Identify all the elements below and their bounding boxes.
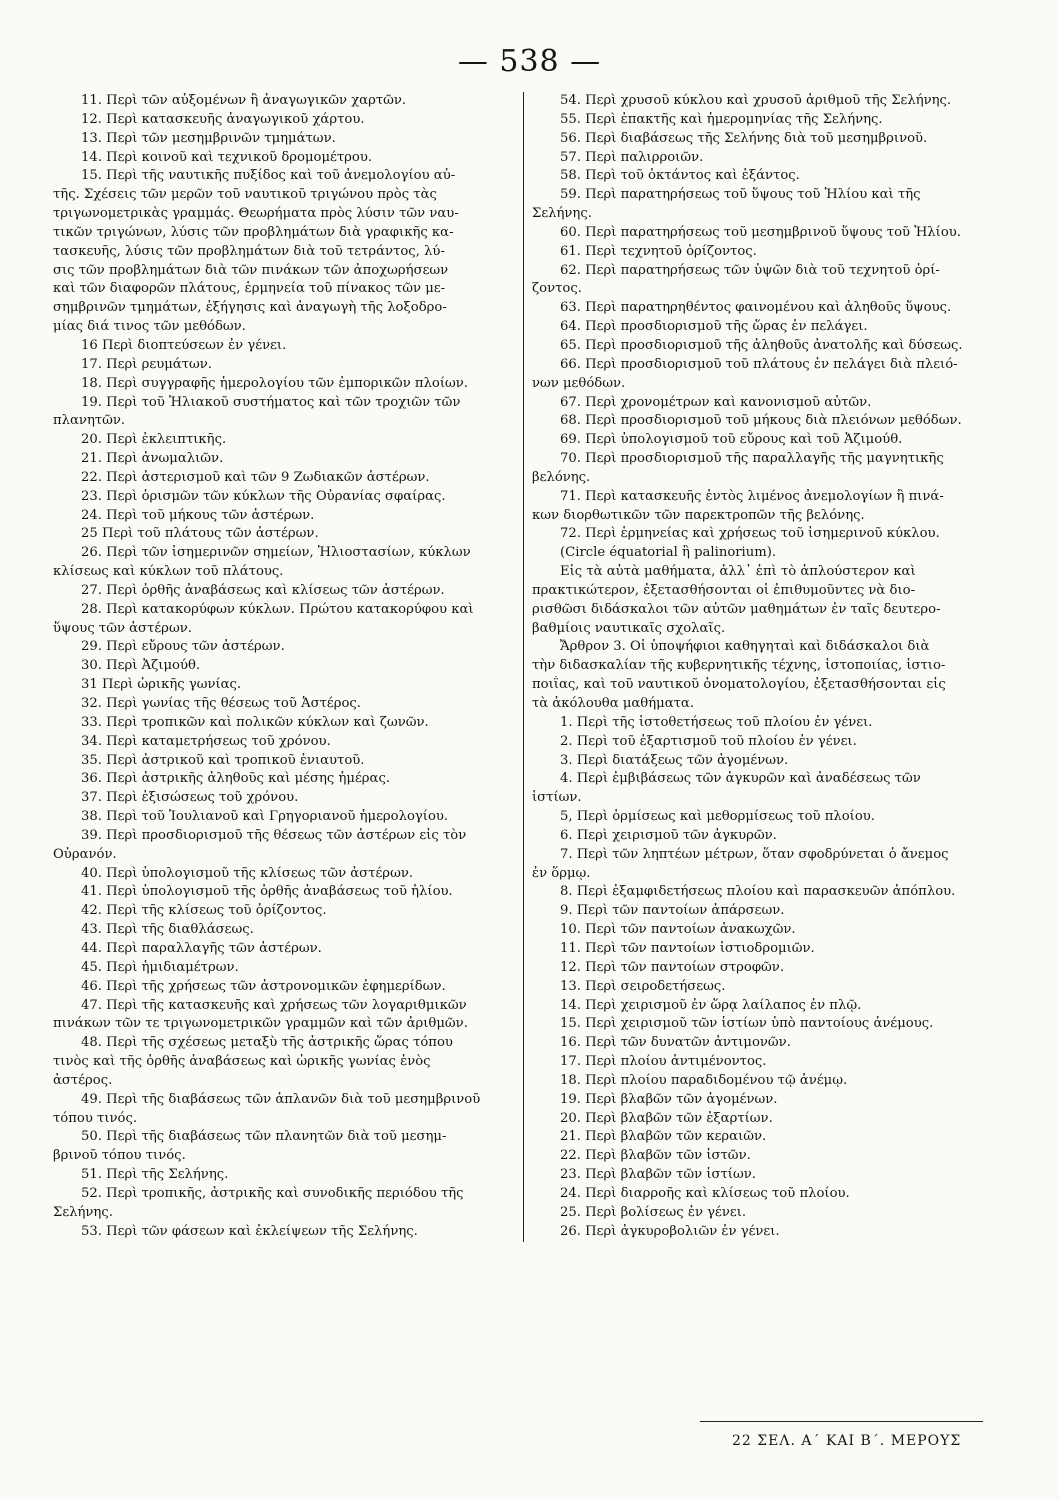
text-line: 13. Περὶ τῶν μεσημβρινῶν τμημάτων. — [81, 130, 336, 146]
text-line: 23. Περὶ βλαβῶν τῶν ἱστίων. — [560, 1167, 756, 1183]
text-line: πινάκων τῶν τε τριγωνομετρικῶν γραμμῶν καὶ τῶν ἀριθμῶν. — [53, 1016, 468, 1032]
text-line: 26. Περὶ τῶν ἰσημερινῶν σημείων, Ἡλιοστασίων, κύκλων — [81, 545, 471, 561]
column-divider — [523, 92, 524, 1242]
text-line: 12. Περὶ τῶν παντοίων στροφῶν. — [560, 959, 785, 975]
text-line: 38. Περὶ τοῦ Ἰουλιανοῦ καὶ Γρηγοριανοῦ ἡμερολογίου. — [81, 809, 449, 825]
text-line: 47. Περὶ τῆς κατασκευῆς καὶ χρήσεως τῶν λογαριθμικῶν — [81, 997, 467, 1013]
text-line: 11. Περὶ τῶν παντοίων ἱστιοδρομιῶν. — [560, 940, 815, 956]
text-line: 34. Περὶ καταμετρήσεως τοῦ χρόνου. — [81, 733, 331, 749]
text-line: 53. Περὶ τῶν φάσεων καὶ ἐκλείψεων τῆς Σελήνης. — [81, 1223, 418, 1239]
text-line: ζοντος. — [532, 281, 582, 297]
text-line: 35. Περὶ ἀστρικοῦ καὶ τροπικοῦ ἐνιαυτοῦ. — [81, 752, 365, 768]
text-line: 7. Περὶ τῶν ληπτέων μέτρων, ὅταν σφοδρύνεται ὁ ἄνεμος — [560, 846, 949, 862]
page-number: — 538 — — [457, 44, 602, 79]
text-line: 19. Περὶ τοῦ Ἡλιακοῦ συστήματος καὶ τῶν τροχιῶν τῶν — [81, 394, 461, 410]
text-line: 21. Περὶ βλαβῶν τῶν κεραιῶν. — [560, 1129, 767, 1145]
text-line: 6. Περὶ χειρισμοῦ τῶν ἀγκυρῶν. — [560, 827, 777, 843]
footer-rule — [700, 1421, 983, 1422]
text-line: 31 Περὶ ὡρικῆς γωνίας. — [81, 677, 242, 693]
text-line: 24. Περὶ τοῦ μήκους τῶν ἀστέρων. — [81, 507, 315, 523]
text-line: Σελήνης. — [53, 1204, 113, 1220]
text-line: 20. Περὶ βλαβῶν τῶν ἐξαρτίων. — [560, 1110, 773, 1126]
text-line: 21. Περὶ ἀνωμαλιῶν. — [81, 451, 224, 467]
text-line: 17. Περὶ πλοίου ἀντιμένοντος. — [560, 1054, 767, 1070]
text-line: 13. Περὶ σειροδετήσεως. — [560, 978, 726, 994]
text-line: 15. Περὶ τῆς ναυτικῆς πυξίδος καὶ τοῦ ἀνεμολογίου αὐ- — [81, 168, 456, 184]
text-line: 22. Περὶ ἀστερισμοῦ καὶ τῶν 9 Ζωδιακῶν ἀστέρων. — [81, 469, 430, 485]
text-line: 1. Περὶ τῆς ἱστοθετήσεως τοῦ πλοίου ἐν γένει. — [560, 714, 873, 730]
text-line: 65. Περὶ προσδιορισμοῦ τῆς ἀληθοῦς ἀνατολῆς καὶ δύσεως. — [560, 337, 963, 353]
text-line: τὴν διδασκαλίαν τῆς κυβερνητικῆς τέχνης, ἱστοποιίας, ἱστιο- — [532, 658, 946, 674]
footer-signature: 22 ΣΕΛ. Α΄ ΚΑΙ Β΄. ΜΕΡΟΥΣ — [732, 1433, 962, 1449]
text-line: 20. Περὶ ἐκλειπτικῆς. — [81, 432, 227, 448]
text-line: καὶ τῶν διαφορῶν πλάτους, ἑρμηνεία τοῦ πίνακος τῶν με- — [53, 281, 446, 297]
text-line: 64. Περὶ προσδιορισμοῦ τῆς ὥρας ἐν πελάγει. — [560, 319, 868, 335]
text-line: 8. Περὶ ἐξαμφιδετήσεως πλοίου καὶ παρασκευῶν ἀπόπλου. — [560, 884, 956, 900]
text-line: 40. Περὶ ὑπολογισμοῦ τῆς κλίσεως τῶν ἀστέρων. — [81, 865, 414, 881]
text-line: Οὐρανόν. — [53, 846, 117, 862]
text-line: 19. Περὶ βλαβῶν τῶν ἀγομένων. — [560, 1091, 778, 1107]
text-line: 46. Περὶ τῆς χρήσεως τῶν ἀστρονομικῶν ἐφημερίδων. — [81, 978, 446, 994]
text-line: Σελήνης. — [532, 206, 592, 222]
text-line: (Circle équatorial ἢ palinorium). — [560, 545, 777, 561]
text-line: τινὸς καὶ τῆς ὀρθῆς ἀναβάσεως καὶ ὡρικῆς γωνίας ἑνὸς — [53, 1054, 431, 1070]
text-line: 55. Περὶ ἐπακτῆς καὶ ἡμερομηνίας τῆς Σελήνης. — [560, 111, 883, 127]
text-line: 11. Περὶ τῶν αὐξομένων ἢ ἀναγωγικῶν χαρτῶν. — [81, 93, 407, 108]
text-line: σις τῶν προβλημάτων διὰ τῶν πινάκων τῶν ἀποχωρήσεων — [53, 262, 449, 278]
text-line: 12. Περὶ κατασκευῆς ἀναγωγικοῦ χάρτου. — [81, 111, 365, 127]
text-line: 3. Περὶ διατάξεως τῶν ἀγομένων. — [560, 752, 789, 768]
text-line: τῆς. Σχέσεις τῶν μερῶν τοῦ ναυτικοῦ τριγώνου πρὸς τὰς — [53, 187, 437, 203]
text-line: 2. Περὶ τοῦ ἐξαρτισμοῦ τοῦ πλοίου ἐν γένει. — [560, 733, 857, 749]
text-line: 9. Περὶ τῶν παντοίων ἀπάρσεων. — [560, 903, 785, 919]
text-line: 50. Περὶ τῆς διαβάσεως τῶν πλανητῶν διὰ τοῦ μεσημ- — [81, 1129, 447, 1145]
right-column — [532, 92, 1000, 1241]
text-line: τικῶν τριγώνων, λύσις τῶν προβλημάτων διὰ γραφικῆς κα- — [53, 224, 454, 240]
text-line: 60. Περὶ παρατηρήσεως τοῦ μεσημβρινοῦ ὕψους τοῦ Ἡλίου. — [560, 224, 961, 240]
text-line: 15. Περὶ χειρισμοῦ τῶν ἱστίων ὑπὸ παντοίους ἀνέμους. — [560, 1016, 934, 1032]
text-line: 56. Περὶ διαβάσεως τῆς Σελήνης διὰ τοῦ μεσημβρινοῦ. — [560, 130, 928, 146]
text-line: ὕψους τῶν ἀστέρων. — [53, 620, 192, 636]
text-line: 4. Περὶ ἐμβιβάσεως τῶν ἀγκυρῶν καὶ ἀναδέσεως τῶν — [560, 771, 921, 787]
text-line: 71. Περὶ κατασκευῆς ἐντὸς λιμένος ἀνεμολογίων ἢ πινά- — [560, 488, 944, 504]
text-line: 18. Περὶ συγγραφῆς ἡμερολογίου τῶν ἐμπορικῶν πλοίων. — [81, 375, 468, 391]
text-line: βαθμίοις ναυτικαῖς σχολαῖς. — [532, 620, 726, 636]
text-line: ἀστέρος. — [53, 1072, 113, 1088]
text-line: 58. Περὶ τοῦ ὀκτάντος καὶ ἑξάντος. — [560, 168, 800, 184]
text-line: 57. Περὶ παλιρροιῶν. — [560, 149, 704, 165]
text-line: 26. Περὶ ἀγκυροβολιῶν ἐν γένει. — [560, 1223, 780, 1239]
text-line: 29. Περὶ εὔρους τῶν ἀστέρων. — [81, 639, 285, 655]
text-line: 51. Περὶ τῆς Σελήνης. — [81, 1167, 229, 1183]
text-line: σημβρινῶν τμημάτων, ἐξήγησις καὶ ἀναγωγὴ τῆς λοξοδρο- — [53, 300, 447, 316]
text-line: 16. Περὶ τῶν δυνατῶν ἀντιμονῶν. — [560, 1035, 791, 1051]
text-line: 45. Περὶ ἡμιδιαμέτρων. — [81, 959, 239, 975]
text-line: 59. Περὶ παρατηρήσεως τοῦ ὕψους τοῦ Ἡλίου καὶ τῆς — [560, 187, 921, 203]
text-line: κων διορθωτικῶν τῶν παρεκτροπῶν τῆς βελόνης. — [532, 507, 865, 523]
text-line: 42. Περὶ τῆς κλίσεως τοῦ ὁρίζοντος. — [81, 903, 327, 919]
text-line: 23. Περὶ ὁρισμῶν τῶν κύκλων τῆς Οὐρανίας σφαίρας. — [81, 488, 446, 504]
text-line: ρισθῶσι διδάσκαλοι τῶν αὐτῶν μαθημάτων ἐν ταῖς δευτερο- — [532, 601, 941, 617]
text-line: Ἄρθρον 3. Οἱ ὑποψήφιοι καθηγηταὶ καὶ διδάσκαλοι διὰ — [560, 639, 930, 655]
text-line: 5, Περὶ ὁρμίσεως καὶ μεθορμίσεως τοῦ πλοίου. — [560, 809, 875, 825]
text-line: 68. Περὶ προσδιορισμοῦ τοῦ μήκους διὰ πλειόνων μεθόδων. — [560, 413, 962, 429]
text-line: 32. Περὶ γωνίας τῆς θέσεως τοῦ Ἀστέρος. — [81, 696, 361, 711]
text-line: 72. Περὶ ἑρμηνείας καὶ χρήσεως τοῦ ἰσημερινοῦ κύκλου. — [560, 526, 940, 542]
text-line: τὰ ἀκόλουθα μαθήματα. — [532, 696, 695, 711]
text-line: 33. Περὶ τροπικῶν καὶ πολικῶν κύκλων καὶ ζωνῶν. — [81, 714, 429, 730]
text-line: μίας διά τινος τῶν μεθόδων. — [53, 319, 246, 335]
text-line: 63. Περὶ παρατηρηθέντος φαινομένου καὶ ἀληθοῦς ὕψους. — [560, 300, 952, 316]
text-line: κλίσεως καὶ κύκλων τοῦ πλάτους. — [53, 564, 284, 580]
text-line: 44. Περὶ παραλλαγῆς τῶν ἀστέρων. — [81, 940, 322, 956]
text-line: 70. Περὶ προσδιορισμοῦ τῆς παραλλαγῆς τῆς μαγνητικῆς — [560, 451, 944, 467]
text-line: 25. Περὶ βολίσεως ἐν γένει. — [560, 1204, 747, 1220]
text-line: 14. Περὶ χειρισμοῦ ἐν ὥρᾳ λαίλαπος ἐν πλῷ. — [560, 997, 862, 1013]
text-line: 69. Περὶ ὑπολογισμοῦ τοῦ εὔρους καὶ τοῦ Ἀζιμούθ. — [560, 432, 903, 448]
text-line: ἱστίων. — [532, 790, 582, 806]
text-line: ἐν ὅρμῳ. — [532, 865, 591, 881]
text-line: τασκευῆς, λύσις τῶν προβλημάτων διὰ τοῦ τετράντος, λύ- — [53, 243, 445, 259]
text-line: Εἰς τὰ αὐτὰ μαθήματα, ἀλλ᾽ ἐπὶ τὸ ἁπλούστερον καὶ — [560, 564, 916, 580]
text-line: 36. Περὶ ἀστρικῆς ἀληθοῦς καὶ μέσης ἡμέρας. — [81, 771, 391, 787]
text-line: 14. Περὶ κοινοῦ καὶ τεχνικοῦ δρομομέτρου. — [81, 149, 373, 165]
text-line: 10. Περὶ τῶν παντοίων ἀνακωχῶν. — [560, 922, 796, 938]
text-line: 30. Περὶ Ἀζιμούθ. — [81, 658, 201, 674]
text-line: 17. Περὶ ρευμάτων. — [81, 356, 212, 372]
text-line: 62. Περὶ παρατηρήσεως τῶν ὑψῶν διὰ τοῦ τεχνητοῦ ὁρί- — [560, 262, 940, 278]
text-line: 61. Περὶ τεχνητοῦ ὁρίζοντος. — [560, 243, 757, 259]
text-line: πρακτικώτερον, ἐξετασθήσονται οἱ ἐπιθυμοῦντες νὰ διο- — [532, 582, 916, 598]
text-line: 25 Περὶ τοῦ πλάτους τῶν ἀστέρων. — [81, 526, 319, 542]
text-line: 49. Περὶ τῆς διαβάσεως τῶν ἀπλανῶν διὰ τοῦ μεσημβρινοῦ — [81, 1091, 481, 1107]
left-column — [53, 92, 521, 1241]
text-line: 41. Περὶ ὑπολογισμοῦ τῆς ὀρθῆς ἀναβάσεως τοῦ ἡλίου. — [81, 884, 453, 900]
text-line: ποιΐας, καὶ τοῦ ναυτικοῦ ὀνοματολογίου, ἐξετασθήσονται εἰς — [532, 677, 946, 693]
text-line: τριγωνομετρικὰς γραμμάς. Θεωρήματα πρὸς λύσιν τῶν ναυ- — [53, 206, 459, 222]
text-line: 39. Περὶ προσδιορισμοῦ τῆς θέσεως τῶν ἀστέρων εἰς τὸν — [81, 827, 467, 843]
text-line: 67. Περὶ χρονομέτρων καὶ κανονισμοῦ αὐτῶν. — [560, 394, 872, 410]
text-line: 37. Περὶ ἐξισώσεως τοῦ χρόνου. — [81, 790, 299, 806]
text-line: 18. Περὶ πλοίου παραδιδομένου τῷ ἀνέμῳ. — [560, 1072, 848, 1088]
text-line: βελόνης. — [532, 469, 591, 485]
text-line: νων μεθόδων. — [532, 375, 626, 391]
text-line: 24. Περὶ διαρροῆς καὶ κλίσεως τοῦ πλοίου. — [560, 1185, 850, 1201]
text-line: 16 Περὶ διοπτεύσεων ἐν γένει. — [81, 337, 287, 353]
text-line: 48. Περὶ τῆς σχέσεως μεταξὺ τῆς ἀστρικῆς ὥρας τόπου — [81, 1035, 453, 1051]
text-line: βρινοῦ τόπου τινός. — [53, 1148, 186, 1164]
text-line: 54. Περὶ χρυσοῦ κύκλου καὶ χρυσοῦ ἀριθμοῦ τῆς Σελήνης. — [560, 93, 952, 108]
text-line: 28. Περὶ κατακορύφων κύκλων. Πρώτου κατακορύφου καὶ — [81, 601, 474, 617]
text-line: 22. Περὶ βλαβῶν τῶν ἱστῶν. — [560, 1148, 751, 1164]
text-line: τόπου τινός. — [53, 1110, 138, 1126]
text-line: 52. Περὶ τροπικῆς, ἀστρικῆς καὶ συνοδικῆς περιόδου τῆς — [81, 1185, 464, 1201]
text-line: 66. Περὶ προσδιορισμοῦ τοῦ πλάτους ἐν πελάγει διὰ πλειό- — [560, 356, 958, 372]
text-line: πλανητῶν. — [53, 413, 126, 429]
text-line: 27. Περὶ ὀρθῆς ἀναβάσεως καὶ κλίσεως τῶν ἀστέρων. — [81, 582, 445, 598]
text-line: 43. Περὶ τῆς διαθλάσεως. — [81, 922, 254, 938]
